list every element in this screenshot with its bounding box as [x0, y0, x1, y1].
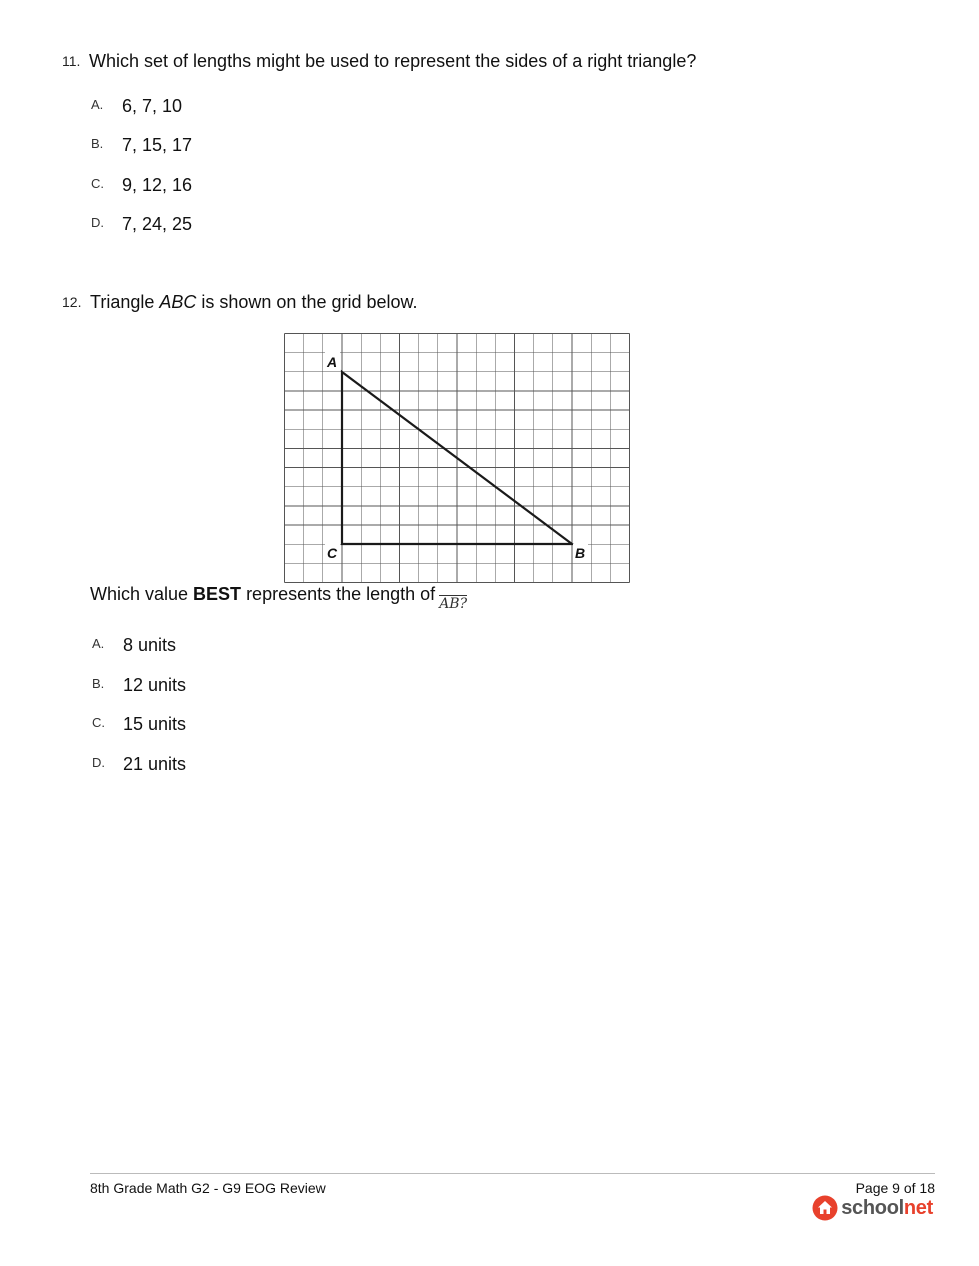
choice-letter: B. [91, 136, 104, 151]
choice-text: 21 units [123, 754, 187, 774]
choice-letter: C. [91, 176, 104, 191]
triangle-grid-figure [284, 333, 630, 583]
choice-letter: C. [92, 715, 105, 730]
choice-text: 7, 24, 25 [122, 214, 193, 234]
vertex-label-c: C [327, 545, 338, 561]
vertex-label-b: B [575, 545, 586, 561]
choice-letter: B. [92, 676, 105, 691]
footer-divider [90, 1173, 935, 1174]
schoolnet-logo [812, 1195, 933, 1221]
question-prompt: Which value BEST represents the length of AB? [90, 584, 468, 612]
choice-text: 12 units [123, 675, 187, 695]
choice-letter: A. [92, 636, 105, 651]
footer-title: 8th Grade Math G2 - G9 EOG Review [90, 1180, 326, 1196]
page-number: Page 9 of 18 [855, 1180, 935, 1196]
choice-letter: D. [92, 755, 105, 770]
vertex-label-a: A [327, 354, 338, 370]
question-number: 12. [62, 294, 82, 310]
choice-text: 7, 15, 17 [122, 135, 193, 155]
choice-text: 8 units [123, 635, 177, 655]
question-number: 11. [62, 53, 81, 69]
choice-text: 9, 12, 16 [122, 175, 193, 195]
choice-letter: D. [91, 215, 104, 230]
question-text: Which set of lengths might be used to represent the sides of a right triangle? [89, 51, 697, 71]
choice-letter: A. [91, 97, 104, 112]
house-icon [812, 1195, 838, 1221]
logo-text: schoolnet [841, 1196, 933, 1219]
question-text: Triangle ABC is shown on the grid below. [90, 292, 418, 312]
segment-ab-label: AB? [439, 596, 468, 612]
choice-text: 6, 7, 10 [122, 96, 183, 116]
choice-text: 15 units [123, 714, 187, 734]
